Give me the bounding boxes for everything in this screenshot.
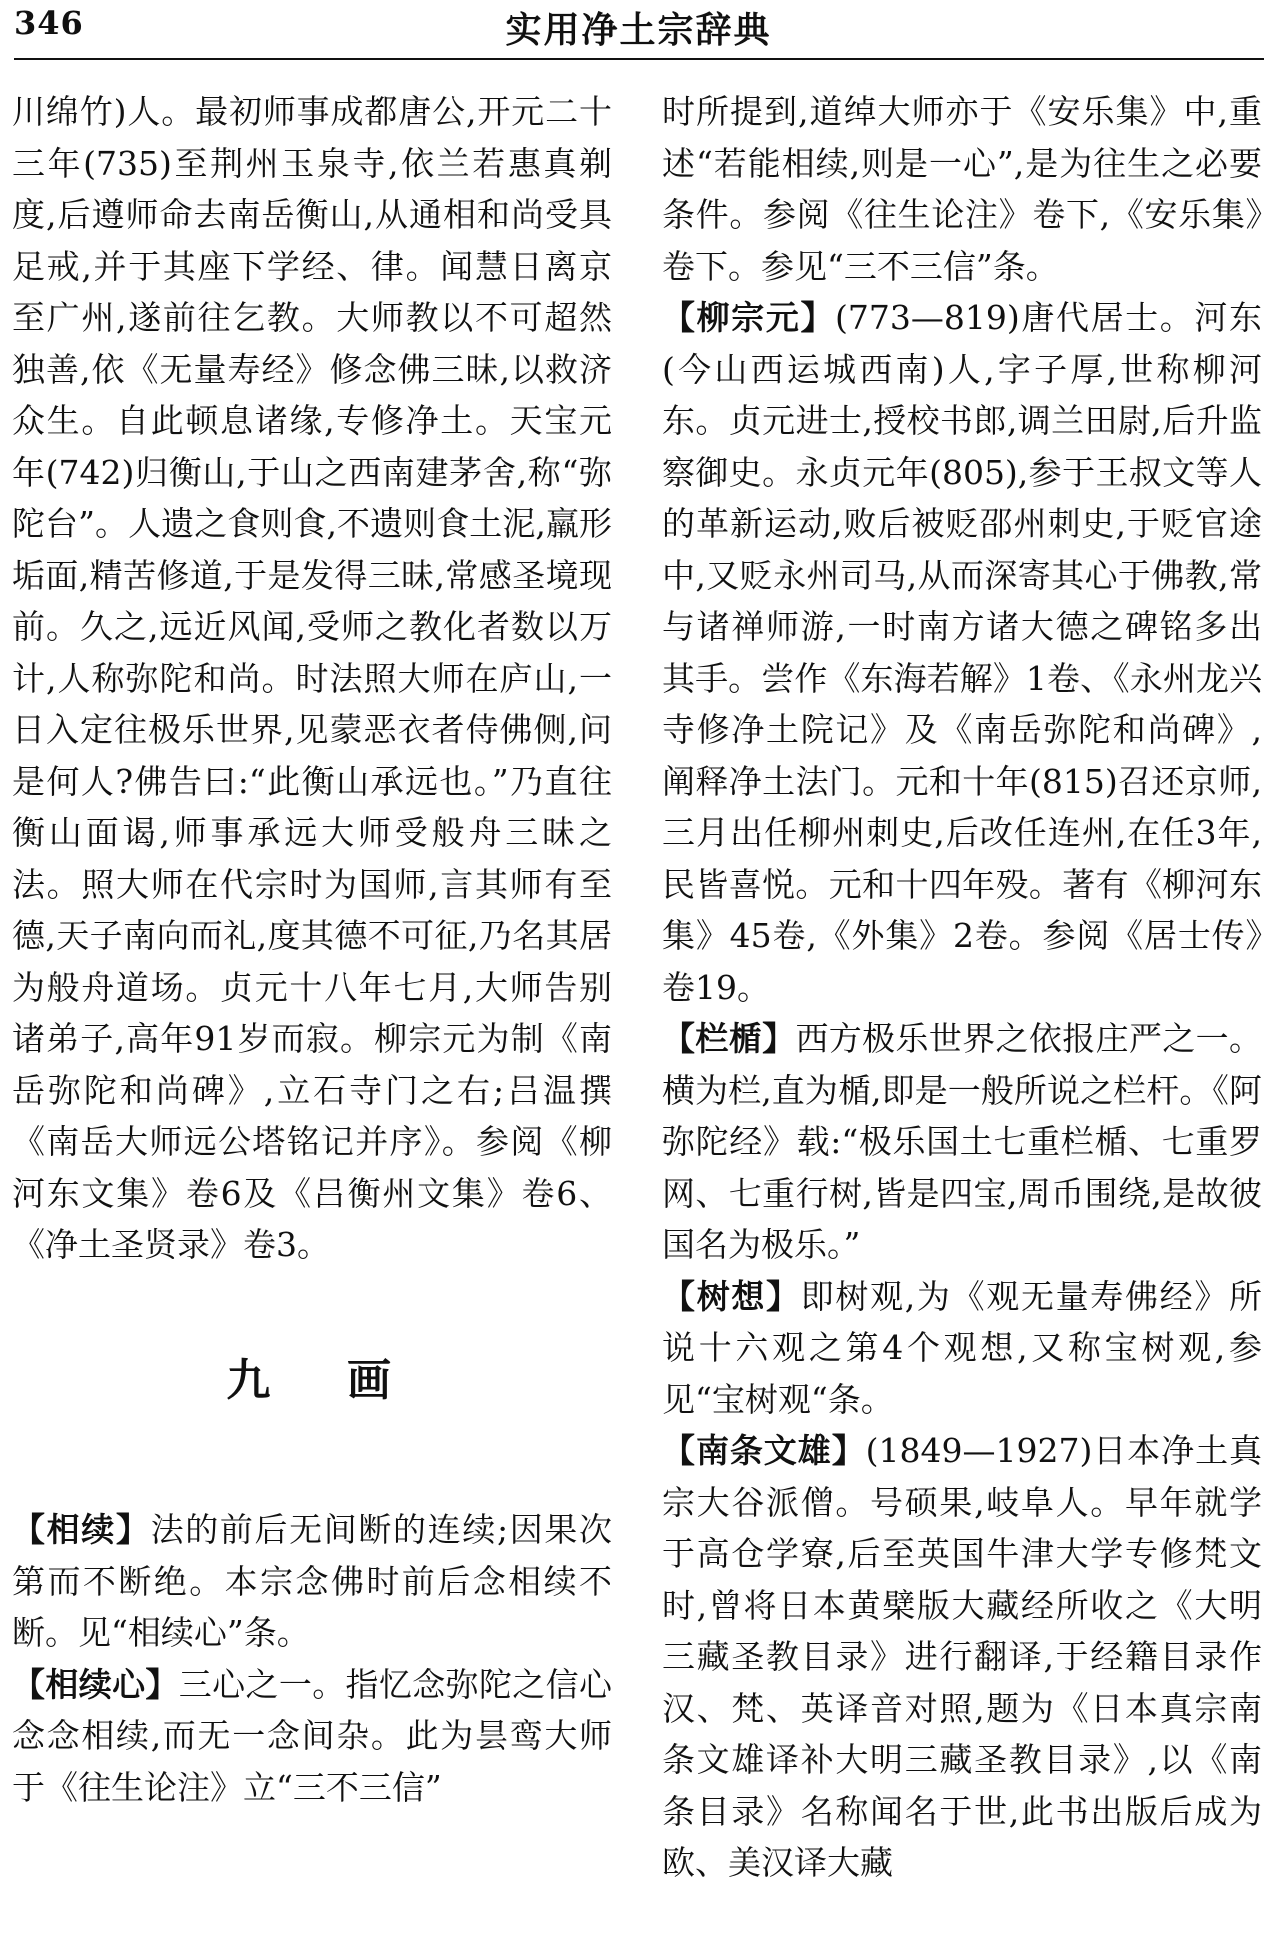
dictionary-entry: 【栏楯】西方极乐世界之依报庄严之一。横为栏,直为楯,即是一般所说之栏杆。《阿弥陀经》载:“极乐国土七重栏楯、七重罗网、七重行树,皆是四宝,周币围绕,是故彼国名为极乐。” <box>662 1019 1262 1264</box>
right-column <box>662 86 1262 1889</box>
header-rule <box>14 58 1264 60</box>
page-number: 346 <box>14 4 84 42</box>
entry-definition: 西方极乐世界之依报庄严之一。横为栏,直为楯,即是一般所说之栏杆。《阿弥陀经》载:“极乐国土七重栏楯、七重罗网、七重行树,皆是四宝,周币围绕,是故彼国名为极乐。” <box>662 1019 1262 1264</box>
left-column <box>12 86 612 1813</box>
dictionary-entry: 【南条文雄】(1849—1927)日本净土真宗大谷派僧。号硕果,岐阜人。早年就学于高仓学寮,后至英国牛津大学专修梵文时,曾将日本黄檗版大藏经所收之《大明三藏圣教目录》进行翻译,于经籍目录作汉、梵、英译音对照,题为《日本真宗南条文雄译补大明三藏圣教目录》,以《南条目录》名称闻名于世,此书出版后成为欧、美汉译大藏 <box>662 1431 1262 1882</box>
continued-entry-text: 时所提到,道绰大师亦于《安乐集》中,重述“若能相续,则是一心”,是为往生之必要条件。参阅《往生论注》卷下,《安乐集》卷下。参见“三不三信”条。 <box>662 92 1262 286</box>
section-heading <box>12 1355 612 1407</box>
dictionary-entry: 【柳宗元】(773—819)唐代居士。河东(今山西运城西南)人,字子厚,世称柳河东。贞元进士,授校书郎,调兰田尉,后升监察御史。永贞元年(805),参于王叔文等人的革新运动,败后被贬邵州刺史,于贬官途中,又贬永州司马,从而深寄其心于佛教,常与诸禅师游,一时南方诸大德之碑铭多出其手。尝作《东海若解》1卷、《永州龙兴寺修净土院记》及《南岳弥陀和尚碑》,阐释净土法门。元和十年(815)召还京师,三月出任柳州刺史,后改任连州,在任3年,民皆喜悦。元和十四年殁。著有《柳河东集》45卷,《外集》2卷。参阅《居士传》卷19。 <box>662 298 1262 1007</box>
entry-term: 相续 <box>46 1510 116 1549</box>
entry-definition: (773—819)唐代居士。河东(今山西运城西南)人,字子厚,世称柳河东。贞元进士,授校书郎,调兰田尉,后升监察御史。永贞元年(805),参于王叔文等人的革新运动,败后被贬邵州刺史,于贬官途中,又贬永州司马,从而深寄其心于佛教,常与诸禅师游,一时南方诸大德之碑铭多出其手。尝作《东海若解》1卷、《永州龙兴寺修净土院记》及《南岳弥陀和尚碑》,阐释净土法门。元和十年(815)召还京师,三月出任柳州刺史,后改任连州,在任3年,民皆喜悦。元和十四年殁。著有《柳河东集》45卷,《外集》2卷。参阅《居士传》卷19。 <box>662 298 1262 1007</box>
entry-definition: 即树观,为《观无量寿佛经》所说十六观之第4个观想,又称宝树观,参见“宝树观“条。 <box>662 1276 1262 1419</box>
entry-definition: (1849—1927)日本净土真宗大谷派僧。号硕果,岐阜人。早年就学于高仓学寮,后至英国牛津大学专修梵文时,曾将日本黄檗版大藏经所收之《大明三藏圣教目录》进行翻译,于经籍目录作汉、梵、英译音对照,题为《日本真宗南条文雄译补大明三藏圣教目录》,以《南条目录》名称闻名于世,此书出版后成为欧、美汉译大藏 <box>662 1431 1262 1882</box>
entry-term: 相续心 <box>45 1664 146 1704</box>
page-header <box>0 0 1277 66</box>
running-title: 实用净土宗辞典 <box>505 9 772 51</box>
continued-entry-text: 川绵竹)人。最初师事成都唐公,开元二十三年(735)至荆州玉泉寺,依兰若惠真剃度,后遵师命去南岳衡山,从通相和尚受具足戒,并于其座下学经、律。闻慧日离京至广州,遂前往乞教。大师教以不可超然独善,依《无量寿经》修念佛三昧,以救济众生。自此顿息诸缘,专修净土。天宝元年(742)归衡山,于山之西南建茅舍,称“弥陀台”。人遗之食则食,不遗则食土泥,羸形垢面,精苦修道,于是发得三昧,常感圣境现前。久之,远近风闻,受师之教化者数以万计,人称弥陀和尚。时法照大师在庐山,一日入定往极乐世界,见蒙恶衣者侍佛侧,问是何人?佛告曰:“此衡山承远也。”乃直往衡山面谒,师事承远大师受般舟三昧之法。照大师在代宗时为国师,言其师有至德,天子南向而礼,度其德不可征,乃名其居为般舟道场。贞元十八年七月,大师告别诸弟子,高年91岁而寂。柳宗元为制《南岳弥陀和尚碑》,立石寺门之右;吕温撰《南岳大师远公塔铭记并序》。参阅《柳河东文集》卷6及《吕衡州文集》卷6、《净土圣贤录》卷3。 <box>12 92 612 1264</box>
section-heading-first-char: 九 <box>226 1354 277 1406</box>
entry-term: 南条文雄 <box>695 1431 832 1470</box>
entry-definition: 三心之一。指忆念弥陀之信心念念相续,而无一念间杂。此为昙鸾大师于《往生论注》立“三不三信” <box>12 1664 612 1807</box>
section-heading-second-char: 画 <box>347 1354 398 1406</box>
entry-definition: 法的前后无间断的连续;因果次第而不断绝。本宗念佛时前后念相续不断。见“相续心”条。 <box>12 1510 612 1652</box>
entry-term: 树想 <box>696 1276 767 1316</box>
dictionary-entry: 【相续心】三心之一。指忆念弥陀之信心念念相续,而无一念间杂。此为昙鸾大师于《往生论注》立“三不三信” <box>12 1664 612 1807</box>
dictionary-entry: 【相续】法的前后无间断的连续;因果次第而不断绝。本宗念佛时前后念相续不断。见“相续心”条。 <box>12 1510 612 1652</box>
dictionary-entry: 【树想】即树观,为《观无量寿佛经》所说十六观之第4个观想,又称宝树观,参见“宝树观“条。 <box>662 1276 1262 1419</box>
entry-term: 栏楯 <box>695 1019 763 1058</box>
entry-term: 柳宗元 <box>696 298 801 337</box>
